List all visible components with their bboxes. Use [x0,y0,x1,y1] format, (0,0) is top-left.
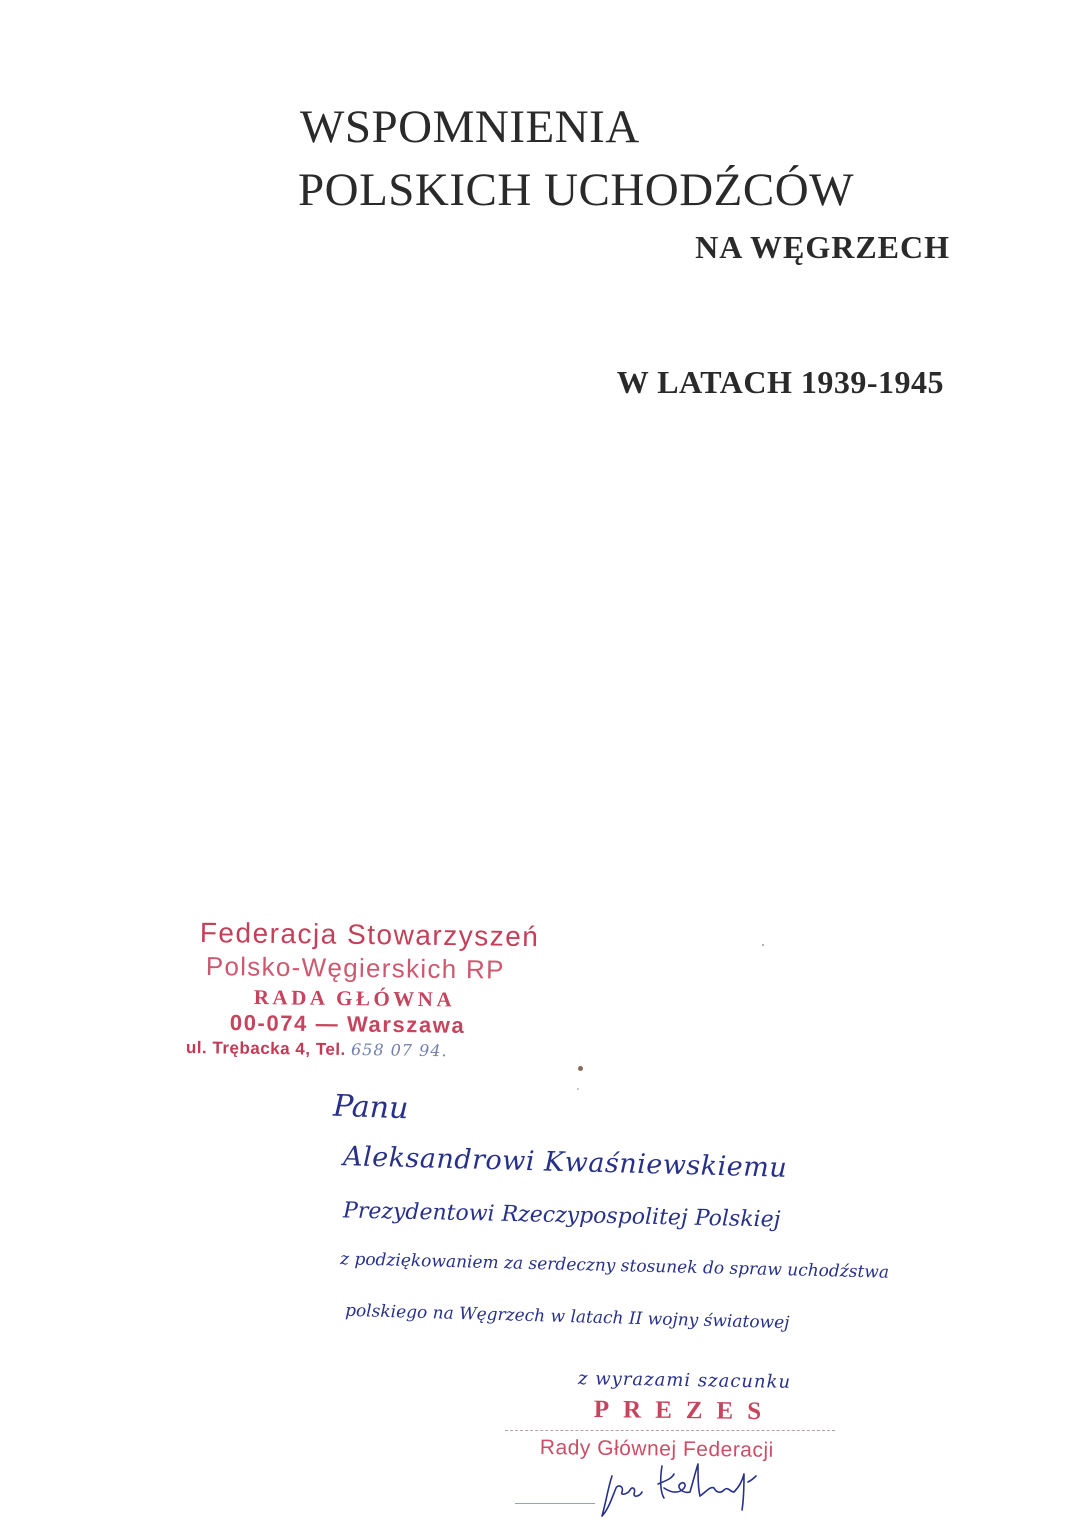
stamp-role: PREZES [593,1396,776,1426]
dedication-recipient: Aleksandrowi Kwaśniewskiemu [342,1141,788,1184]
stamp-phone-handwritten: 658 07 94. [350,1040,448,1061]
dedication-line-2: polskiego na Węgrzech w latach II wojny światowej [344,1300,790,1334]
signature-rule [515,1503,595,1504]
dedication-salutation: Panu [332,1088,409,1127]
stamp-dashed-rule [505,1430,835,1432]
stamp-address [186,1038,448,1061]
stamp-org-line-1: Federacja Stowarzyszeń [199,917,540,953]
title-line-3: NA WĘGRZECH [695,229,950,265]
dedication-title: Prezydentowi Rzeczypospolitej Polskiej [342,1198,781,1233]
title-years: W LATACH 1939-1945 [616,364,944,400]
stamp-postal: 00-074 — Warszawa [229,1010,466,1038]
handwritten-signature [598,1458,778,1520]
dedication-closing: z wyrazami szacunku [577,1368,792,1393]
title-line-1: WSPOMNIENIA [300,101,640,153]
paper-speck [578,1066,583,1071]
stamp-council: RADA GŁÓWNA [253,985,456,1012]
paper-speck [762,944,764,946]
stamp-org-line-2: Polsko-Węgierskich RP [205,951,505,985]
stamp-body: Rady Głównej Federacji [539,1436,774,1462]
stamp-address-text: ul. Trębacka 4, Tel. [185,1038,346,1059]
dedication-line-1: z podziękowaniem za serdeczny stosunek do spraw uchodźstwa [339,1249,890,1283]
paper-speck [577,1088,579,1090]
title-line-2: POLSKICH UCHODŹCÓW [298,164,855,216]
